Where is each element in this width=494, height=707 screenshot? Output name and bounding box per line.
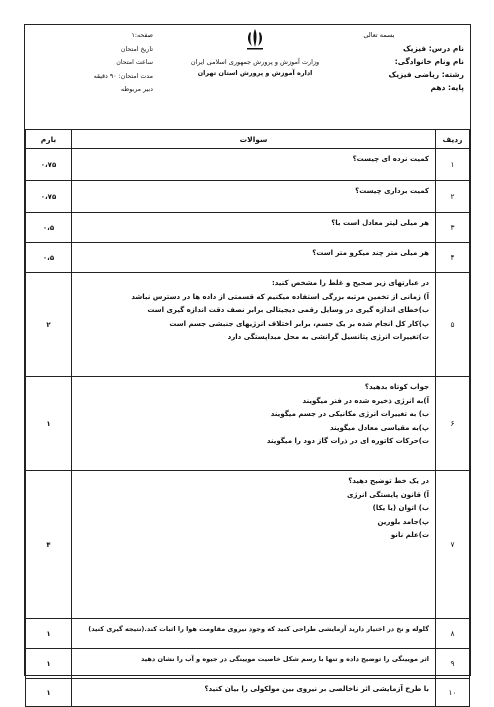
question-line: جواب کوتاه بدهید؟ [364,383,429,391]
question-line: پ)کار کل انجام شده بر یک جسم، برابر اختلاف انرژیهای جنبشی جسم است [169,319,429,328]
question-number: ۱۰ [436,679,470,707]
exam-duration: مدت امتحان: ۹۰ دقیقه [93,72,153,80]
question-number: ۹ [436,649,470,679]
question-score: ۲ [26,273,72,377]
questions-table [25,129,470,707]
lesson-name: نام درس: فیزیک [403,44,464,53]
question-line: ت)علم نانو [390,531,429,539]
question-text [72,181,436,213]
table-row [26,377,470,471]
header-center [175,27,335,79]
question-line: پ)به مقیاسی معادل میگویند [329,423,429,432]
table-row [26,149,470,181]
table-row [26,619,470,649]
question-number: ۱ [436,149,470,181]
question-line: گلوله و نخ در اختیار دارید آزمایشی طراحی کنید که وجود نیروی مقاومت هوا را اثبات کند.(نتیجه گیری کنید) [88,625,429,633]
page-number: صفحه:۱ [131,32,153,39]
student-name: نام ونام خانوادگی: [394,57,464,66]
question-score: ۰،۷۵ [26,149,72,181]
question-text [72,243,436,273]
score-header: بارم [26,130,72,149]
exam-header [25,25,470,129]
question-line: ت)حرکات کاتوره ای در ذرات گاز دود را میگویند [266,437,429,445]
question-line: هر میلی متر چند میکرو متر است؟ [312,249,429,257]
table-row [26,181,470,213]
exam-date: تاریخ امتحان [120,45,153,53]
field-of-study: رشته: ریاضی فیزیک [388,70,464,79]
table-row [26,213,470,243]
office-title: اداره آموزش و پرورش استان تهران [197,69,313,77]
bismillah: بسمه تعالی [363,31,395,39]
table-row [26,679,470,707]
question-score: ۱ [26,679,72,707]
question-line: در یک خط توضیح دهید؟ [348,477,429,485]
question-text [72,679,436,707]
question-line: با طرح آزمایشی اثر ناخالصی بر نیروی بین مولکولی را بیان کنید؟ [204,685,429,693]
question-text [72,377,436,471]
table-row [26,273,470,377]
table-row [26,649,470,679]
question-text [72,471,436,619]
question-text [72,149,436,181]
question-line: ب)خطای اندازه گیری در وسایل رقمی دیجیتالی برابر نصف دقت اندازه گیری است [147,306,429,314]
question-line: اثر مویینگی را توضیح داده و تنها با رسم شکل خاصیت مویینگی در جیوه و آب را نشان دهید [141,655,429,663]
question-line: آ) قانون پایستگی انرژی [347,490,429,499]
exam-page [24,24,471,697]
question-line: کمیت نرده ای چیست؟ [352,155,429,163]
question-line: در عبارتهای زیر صحیح و غلط را مشخص کنید: [271,279,429,287]
question-score: ۴ [26,471,72,619]
exam-time: ساعت امتحان [116,59,153,66]
ministry-title: وزارت آموزش و پرورش جمهوری اسلامی ایران [190,58,320,66]
question-text [72,273,436,377]
grade-level: پایه: دهم [430,83,464,92]
teacher-name: دبیر مربوطه [120,86,153,93]
question-number: ۸ [436,619,470,649]
question-line: آ)به انرژی ذخیره شده در فنر میگویند [302,396,429,405]
question-line: ب) به تغییرات انرژی مکانیکی در جسم میگویند [270,410,429,418]
question-line: کمیت برداری چیست؟ [355,187,429,195]
question-text [72,649,436,679]
question-line: پ)جامد بلورین [377,517,429,526]
question-text [72,619,436,649]
table-row [26,243,470,273]
exam-info [43,29,153,97]
question-number: ۶ [436,377,470,471]
question-text [72,213,436,243]
question-number: ۲ [436,181,470,213]
question-number: ۴ [436,243,470,273]
question-line: ت)تغییرات انرژی پتانسیل گرانشی به محل مبداپستگی دارد [227,333,429,341]
question-number: ۵ [436,273,470,377]
question-line: ب) اتوان (یا یکا) [372,504,429,512]
question-number: ۳ [436,213,470,243]
student-info [324,29,464,94]
question-score: ۱ [26,649,72,679]
question-line: آ) زمانی از تخمین مرتبه بزرگی استفاده میکنیم که قسمتی از داده ها در دسترس نباشد [131,292,429,301]
row-header: ردیف [436,130,470,149]
question-score: ۰،۵ [26,243,72,273]
question-score: ۰،۵ [26,213,72,243]
question-line: هر میلی لیتر معادل است با؟ [331,219,429,227]
table-row [26,471,470,619]
question-score: ۱ [26,377,72,471]
question-number: ۷ [436,471,470,619]
table-header-row [26,130,470,149]
question-score: ۰،۷۵ [26,181,72,213]
question-score: ۱ [26,619,72,649]
iran-emblem-icon [244,27,266,51]
questions-header: سوالات [72,130,436,149]
